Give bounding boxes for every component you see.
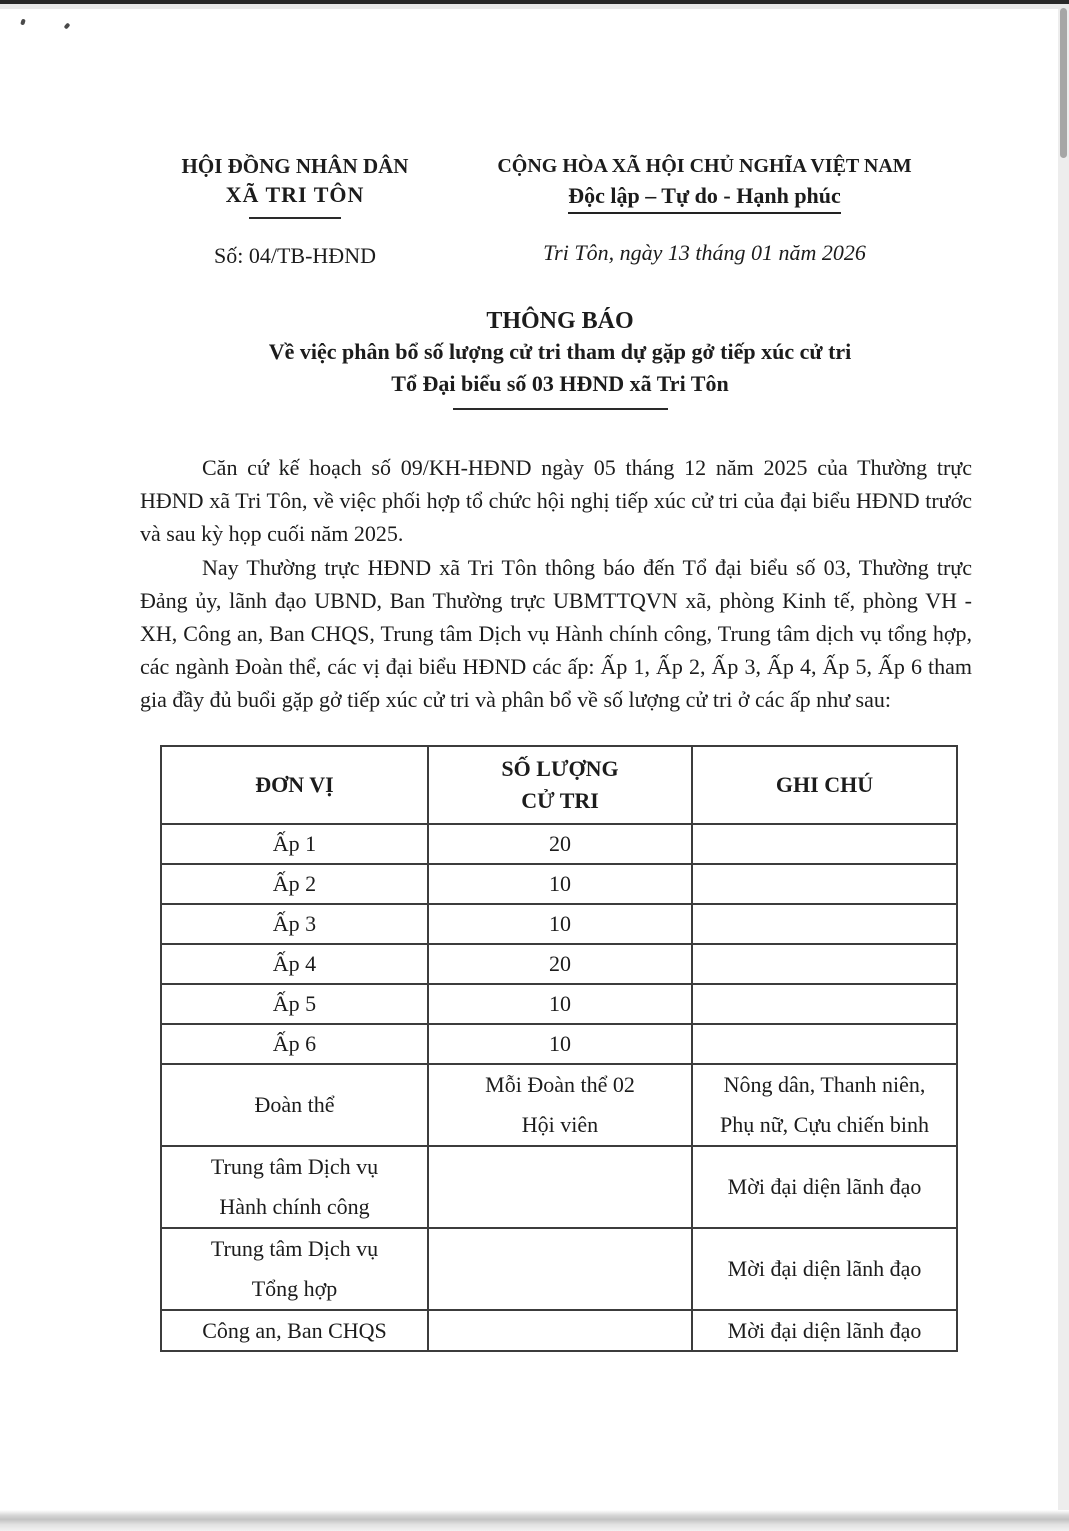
table-cell-count: 10 (428, 984, 692, 1024)
allocation-table (160, 745, 958, 1352)
ink-speck (20, 19, 26, 26)
table-cell-unit (161, 1146, 428, 1228)
table-cell-unit: Ấp 1 (161, 824, 428, 864)
issuing-org-line2: XÃ TRI TÔN (225, 182, 365, 207)
table-cell-note (692, 824, 957, 864)
table-header-unit: ĐƠN VỊ (161, 746, 428, 824)
table-cell-unit: Ấp 6 (161, 1024, 428, 1064)
unit-line2: Hành chính công (219, 1194, 370, 1219)
table-cell-unit: Đoàn thể (161, 1064, 428, 1146)
unit-line1: Trung tâm Dịch vụ (210, 1154, 379, 1179)
table-cell-unit: Ấp 2 (161, 864, 428, 904)
paragraph-legal-basis: Căn cứ kế hoạch số 09/KH-HĐND ngày 05 tháng 12 năm 2025 của Thường trực HĐND xã Tri Tôn, về việc phối hợp tổ chức hội nghị tiếp xúc cử tri của đại biểu HĐND trước và sau kỳ họp cuối năm 2025. (140, 455, 972, 546)
table-cell-count: 10 (428, 904, 692, 944)
table-cell-count: 10 (428, 1024, 692, 1064)
table-cell-note (692, 1064, 957, 1146)
table-cell-unit: Ấp 5 (161, 984, 428, 1024)
table-header-count (428, 746, 692, 824)
table-cell-unit: Ấp 3 (161, 904, 428, 944)
table-row (161, 824, 957, 864)
table-cell-note (692, 904, 957, 944)
table-row (161, 904, 957, 944)
page-bottom-separator (0, 1510, 1069, 1531)
table-header-count-line2: CỬ TRI (521, 788, 599, 813)
document-number: Số: 04/TB-HĐND (214, 243, 376, 268)
title-subject-line1: Về việc phân bổ số lượng cử tri tham dự gặp gở tiếp xúc cử tri (268, 339, 852, 364)
viewer-top-strip (0, 4, 1069, 9)
table-cell-count: 20 (428, 944, 692, 984)
table-header-count-line1: SỐ LƯỢNG (501, 756, 619, 781)
note-line1: Nông dân, Thanh niên, (723, 1072, 926, 1097)
place-date-line: Tri Tôn, ngày 13 tháng 01 năm 2026 (543, 240, 866, 265)
table-row (161, 1064, 957, 1146)
issuing-org-line1: HỘI ĐỒNG NHÂN DÂN (181, 154, 409, 178)
issuing-org-underline (249, 217, 341, 219)
table-cell-note (692, 864, 957, 904)
table-row (161, 1146, 957, 1228)
note-line2: Phụ nữ, Cựu chiến binh (719, 1112, 929, 1137)
table-row (161, 1228, 957, 1310)
national-title: CỘNG HÒA XÃ HỘI CHỦ NGHĨA VIỆT NAM (497, 155, 912, 177)
table-cell-note (692, 944, 957, 984)
table-cell-note: Mời đại diện lãnh đạo (692, 1228, 957, 1310)
unit-line1: Trung tâm Dịch vụ (210, 1236, 379, 1261)
table-row (161, 944, 957, 984)
table-cell-count: 20 (428, 824, 692, 864)
table-row (161, 864, 957, 904)
title-subject-line2: Tổ Đại biểu số 03 HĐND xã Tri Tôn (391, 371, 729, 396)
table-cell-count (428, 1146, 692, 1228)
table-cell-count (428, 1228, 692, 1310)
title-main: THÔNG BÁO (486, 308, 634, 334)
national-motto: Độc lập – Tự do - Hạnh phúc (568, 182, 841, 214)
table-cell-unit (161, 1228, 428, 1310)
table-cell-unit: Công an, Ban CHQS (161, 1310, 428, 1351)
table-cell-count (428, 1064, 692, 1146)
table-row (161, 1310, 957, 1351)
table-header-row (161, 746, 957, 824)
table-row (161, 984, 957, 1024)
scrollbar-thumb[interactable] (1060, 8, 1067, 158)
document-title-block (140, 306, 980, 410)
table-row (161, 1024, 957, 1064)
table-cell-count (428, 1310, 692, 1351)
table-header-note: GHI CHÚ (692, 746, 957, 824)
count-line1: Mỗi Đoàn thể 02 (485, 1072, 635, 1097)
ink-speck (64, 22, 71, 29)
table-cell-note (692, 1024, 957, 1064)
table-cell-count: 10 (428, 864, 692, 904)
header-national-motto (452, 153, 957, 214)
table-cell-note: Mời đại diện lãnh đạo (692, 1310, 957, 1351)
unit-line2: Tổng hợp (251, 1276, 338, 1301)
table-cell-note (692, 984, 957, 1024)
count-line2: Hội viên (521, 1112, 599, 1137)
scrollbar-track[interactable] (1058, 9, 1069, 1515)
title-underline (453, 408, 668, 410)
header-issuing-org (150, 153, 440, 219)
paragraph-announcement: Nay Thường trực HĐND xã Tri Tôn thông báo đến Tổ đại biểu số 03, Thường trực Đảng ủy, lãnh đạo UBND, Ban Thường trực UBMTTQVN xã, phòng Kinh tế, phòng VH - XH, Công an, Ban CHQS, Trung tâm Dịch vụ Hành chính công, Trung tâm dịch vụ tổng hợp, các ngành Đoàn thể, các vị đại biểu HĐND các ấp: Ấp 1, Ấp 2, Ấp 3, Ấp 4, Ấp 5, Ấp 6 tham gia đầy đủ buổi gặp gở tiếp xúc cử tri và phân bổ về số lượng cử tri ở các ấp như sau: (140, 555, 972, 712)
table-cell-unit: Ấp 4 (161, 944, 428, 984)
table-cell-note: Mời đại diện lãnh đạo (692, 1146, 957, 1228)
